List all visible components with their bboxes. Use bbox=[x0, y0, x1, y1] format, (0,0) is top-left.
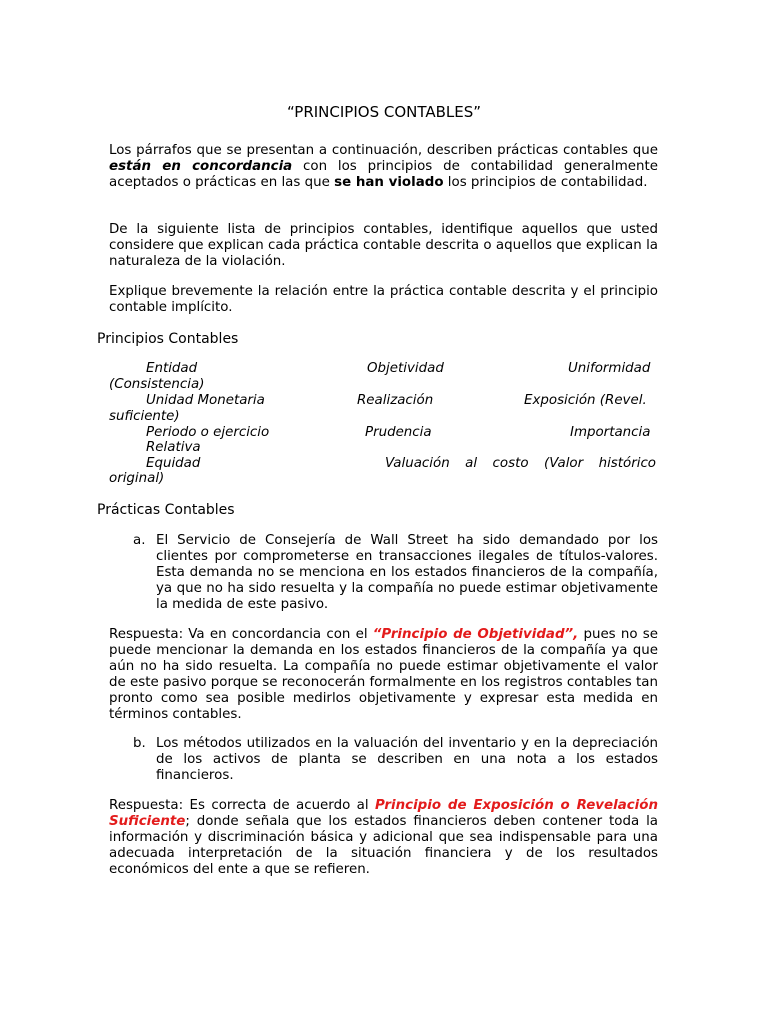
intro-p1-text-c: los principios de contabilidad. bbox=[443, 175, 648, 190]
respuesta-a-post: pues no se puede mencionar la demanda en los estados financieros de la compañía ya que aún no ha sido resuelta. La compañía no puede estimar objetivamente el valor de este pasivo porque se reconocerán formalmente en los registros contables tan pronto como sea posible medirlos objetivamente y expresar esta medida en términos contables. bbox=[109, 627, 658, 722]
intro-paragraph-2: De la siguiente lista de principios contables, identifique aquellos que usted considere que explican cada práctica contable descrita o aquellos que explican la naturaleza de la violación. bbox=[109, 222, 658, 269]
respuesta-b-post: ; donde señala que los estados financieros deben contener toda la información y discriminación básica y adicional que sea indispensable para una adecuada interpretación de la situación financiera y de los resultados económicos del ente a que se refieren. bbox=[109, 814, 658, 877]
principios-heading: Principios Contables bbox=[97, 331, 239, 347]
principio-exposicion-cont: suficiente) bbox=[109, 409, 180, 424]
intro-paragraph-3: Explique brevemente la relación entre la práctica contable descrita y el principio contable implícito. bbox=[109, 284, 658, 315]
respuesta-a-principio: “Principio de Objetividad”, bbox=[372, 627, 579, 642]
principio-uniformidad: Uniformidad bbox=[568, 361, 651, 376]
practica-b-text: Los métodos utilizados en la valuación del inventario y en la depreciación de los activos de planta se describen en una nota a los estados financieros. bbox=[156, 736, 658, 783]
principio-periodo: Periodo o ejercicio bbox=[146, 425, 270, 440]
intro-p1-emphasis-1: están en concordancia bbox=[109, 159, 293, 174]
principio-valuacion-costo: Valuación al costo (Valor histórico bbox=[385, 456, 656, 471]
principio-unidad-monetaria: Unidad Monetaria bbox=[146, 393, 265, 408]
principio-importancia: Importancia bbox=[570, 425, 651, 440]
respuesta-a bbox=[109, 627, 658, 723]
practica-b-label: b. bbox=[133, 736, 146, 751]
principio-objetividad: Objetividad bbox=[367, 361, 444, 376]
practica-a-label: a. bbox=[133, 533, 146, 548]
principio-importancia-cont: Relativa bbox=[146, 440, 201, 455]
document-title: “PRINCIPIOS CONTABLES” bbox=[286, 103, 482, 121]
principio-entidad: Entidad bbox=[146, 361, 198, 376]
principio-equidad: Equidad bbox=[146, 456, 201, 471]
intro-p1-text-a: Los párrafos que se presentan a continuación, describen prácticas contables que bbox=[109, 143, 658, 158]
respuesta-a-pre: Respuesta: Va en concordancia con el bbox=[109, 627, 373, 642]
principio-prudencia: Prudencia bbox=[365, 425, 432, 440]
intro-paragraph-1 bbox=[109, 143, 658, 191]
principio-realizacion: Realización bbox=[357, 393, 434, 408]
respuesta-b-principio: Principio de Exposición o Revelación Suficiente bbox=[109, 798, 658, 829]
intro-p1-emphasis-2: se han violado bbox=[334, 175, 444, 190]
principio-uniformidad-cont: (Consistencia) bbox=[109, 377, 205, 392]
principio-exposicion: Exposición (Revel. bbox=[524, 393, 647, 408]
intro-p1-text-b: con los principios de contabilidad generalmente aceptados o prácticas en las que bbox=[109, 159, 658, 190]
respuesta-b-pre: Respuesta: Es correcta de acuerdo al bbox=[109, 798, 376, 813]
practicas-heading: Prácticas Contables bbox=[97, 502, 235, 518]
principio-valuacion-costo-cont: original) bbox=[109, 471, 165, 486]
practica-a-text: El Servicio de Consejería de Wall Street ha sido demandado por los clientes por comprometerse en transacciones ilegales de títulos-valores. Esta demanda no se menciona en los estados financieros de la compañía, ya que no ha sido resuelta y la compañía no puede estimar objetivamente la medida de este pasivo. bbox=[156, 533, 658, 612]
respuesta-b bbox=[109, 798, 658, 878]
